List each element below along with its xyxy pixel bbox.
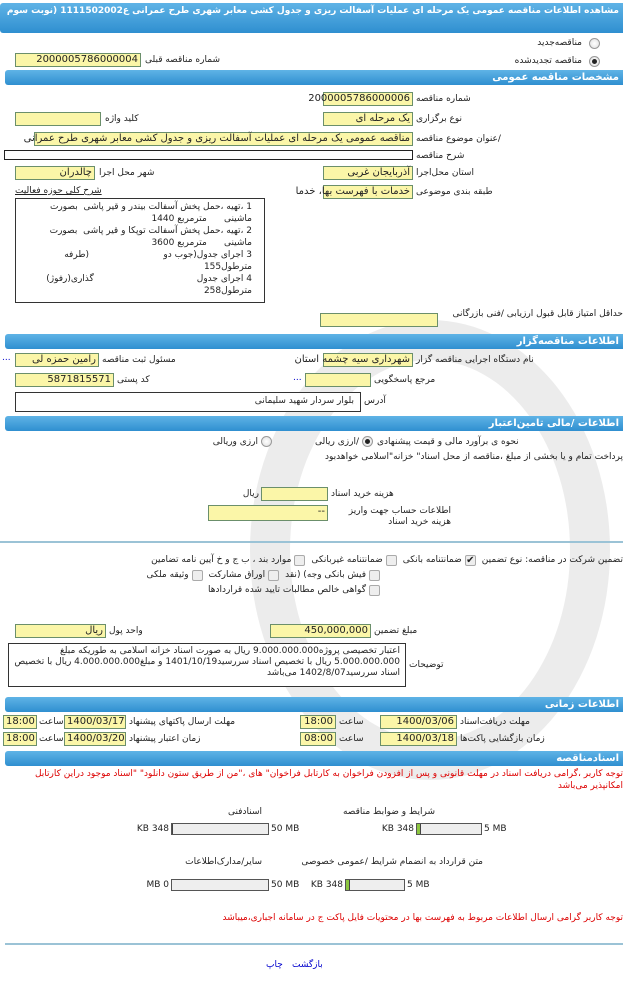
notes-label: توضیحات <box>409 660 444 670</box>
file-max: 5 MB <box>484 824 507 834</box>
doc-cost-label: هزینه خرید اسناد <box>331 489 394 499</box>
address-field[interactable]: بلوار سردار شهید سلیمانی <box>15 392 361 412</box>
postal-code-label: کد پستی <box>117 375 150 385</box>
guarantee-amount-label: مبلغ تضمین <box>374 626 418 636</box>
file-progress-terms <box>416 823 482 835</box>
subject-field[interactable]: مناقصه عمومی یک مرحله ای عملیات آسفالت ریزی و جدول کشی معابر شهری طرح عمرانی <box>34 132 413 146</box>
bank-receipt-label: فیش بانکی وجه) (نقد <box>285 570 366 580</box>
option-property-collateral[interactable] <box>146 568 202 583</box>
time-label: ساعت <box>339 717 364 727</box>
documents-notice: توجه کاربر ،گرامی دریافت اسناد در مهلت قانونی و پس از افزودن فراخوان به کارتابل فراخوان" های ،"من از طریق ستون دانلود" "اسناد موجود دراین <box>63 769 623 779</box>
prev-tender-label: شماره مناقصه قبلی <box>145 55 220 65</box>
organizer-field[interactable]: شهرداری سیه چشمه استان <box>323 353 413 367</box>
province-label: استان محل‌اجرا <box>416 168 474 178</box>
option-regulation-items[interactable] <box>151 553 305 568</box>
file-size: 348 KB <box>310 880 343 890</box>
notes-line: اعتبار تخصیصی پروژه9.000.000.000 ریال به صورت اسناد خزانه اسلامی به طوریکه مبلغ <box>59 646 400 656</box>
documents-notice-block <box>2 768 623 792</box>
organizer-label: نام دستگاه اجرایی مناقصه گزار <box>416 355 534 365</box>
account-label: اطلاعات حساب جهت واریز هزینه خرید اسناد <box>348 506 451 527</box>
guarantee-row-1 <box>0 553 623 568</box>
validity-date-field[interactable]: 1400/03/20 <box>64 732 126 746</box>
registrar-lookup-button[interactable]: ... <box>2 353 11 363</box>
property-collateral-label: وثیقه ملکی <box>146 570 189 580</box>
section-finance-header: اطلاعات /مالی تامین‌اعتبار <box>5 416 623 431</box>
page-title <box>0 3 623 33</box>
notes-field[interactable] <box>8 643 406 687</box>
file-size: 348 KB <box>136 824 169 834</box>
section-timing-header: اطلاعات زمانی <box>5 697 623 712</box>
radio-foreign-rial[interactable] <box>261 436 272 447</box>
file-label-contract: متن قرارداد به انضمام شرایط /عمومی خصوصی <box>301 857 483 867</box>
guarantee-amount-field[interactable]: 450,000,000 <box>270 624 371 638</box>
account-field[interactable]: -- <box>208 505 328 521</box>
payment-note-block <box>200 451 623 463</box>
progress-fill <box>417 824 421 834</box>
time-label: ساعت <box>339 734 364 744</box>
keyword-label: کلید واژه <box>105 114 139 124</box>
address-label: آدرس <box>364 396 386 406</box>
file-progress-contract <box>345 879 405 891</box>
registrar-label: مسئول ثبت مناقصه <box>102 355 176 365</box>
title-line2: سوم <box>6 6 28 16</box>
back-link[interactable]: بازگشت <box>292 960 323 970</box>
section-general-header: مشخصات مناقصه عمومی <box>5 70 623 85</box>
file-label-technical: اسنادفنی <box>227 807 262 817</box>
opening-date-field[interactable]: 1400/03/18 <box>380 732 457 746</box>
estimate-label: نحوه ی برآورد مالی و قیمت پیشنهادی <box>377 437 519 447</box>
file-size: 348 KB <box>381 824 414 834</box>
option-nonbank-guarantee[interactable] <box>311 553 396 568</box>
doc-deadline-time-field[interactable]: 18:00 <box>300 715 336 729</box>
holding-type-field[interactable]: یک مرحله ای <box>323 112 413 126</box>
category-label: طبقه بندی موضوعی <box>416 187 493 197</box>
opening-time-field[interactable]: 08:00 <box>300 732 336 746</box>
section-documents-header: اسنادمناقصه <box>5 751 623 766</box>
file-size: 0 MB <box>146 880 169 890</box>
progress-fill <box>172 824 173 834</box>
guarantee-type-label: تضمین شرکت در مناقصه: نوع تضمین <box>481 555 623 565</box>
foreign-rial-label: ارزی وریالی <box>212 437 258 447</box>
opening-label: زمان بازگشایی پاکت‌ها <box>460 734 545 744</box>
city-field[interactable]: چالدران <box>15 166 95 180</box>
activity-line: 1 ،تهیه ،حمل پخش آسفالت بیندر و قیر پاشی بصورت <box>49 202 252 212</box>
file-max: 50 MB <box>271 880 300 890</box>
regulation-items-label: موارد بند ، ب ج و خ آیین نامه تضامین <box>151 555 292 565</box>
file-progress-other <box>171 879 269 891</box>
option-bank-guarantee[interactable] <box>403 553 476 568</box>
receivables-certificate-label: گواهی خالص مطالبات تایید شده قراردادها <box>208 585 366 595</box>
tender-number-label: شماره مناقصه <box>416 94 471 104</box>
holding-type-label: نوع برگزاری <box>416 114 462 124</box>
rial-label: /ارزی ریالی <box>315 437 359 447</box>
title-line1: مشاهده اطلاعات مناقصه عمومی یک مرحله ای عملیات آسفالت ریزی و جدول کشی معابر شهری طرح عمرانی ع1111502002 (نوبت <box>31 6 619 16</box>
currency-unit-field[interactable]: ریال <box>15 624 106 638</box>
file-max: 50 MB <box>271 824 300 834</box>
reference-label: مرجع پاسخگویی <box>374 375 436 385</box>
registrar-field[interactable]: رامین حمزه لی <box>15 353 99 367</box>
activity-line: ماشینی مترمربع 1440 <box>151 214 252 224</box>
submit-deadline-time-field[interactable]: 18:00 <box>3 715 37 729</box>
radio-rial[interactable] <box>362 436 373 447</box>
section-organizer-header: اطلاعات مناقصه‌گزار <box>5 334 623 349</box>
renewed-tender-label: مناقصه تجدیدشده <box>514 56 582 66</box>
subject-label: /عنوان موضوع مناقصه <box>416 134 501 144</box>
activity-line: 3 اجرای جدول(جوب دو (طرفه <box>64 250 252 260</box>
option-receivables-certificate[interactable] <box>208 583 380 598</box>
doc-cost-field[interactable] <box>261 487 328 501</box>
divider <box>5 943 623 945</box>
description-label: شرح مناقصه <box>416 151 465 161</box>
checkbox-bank-guarantee[interactable]: ✔ <box>466 555 475 566</box>
min-score-field[interactable] <box>320 313 438 327</box>
doc-deadline-label: مهلت دریافت‌اسناد <box>460 717 530 727</box>
divider <box>0 541 623 543</box>
activity-line: ماشینی مترمربع 3600 <box>151 238 252 248</box>
city-label: شهر محل اجرا <box>99 168 155 178</box>
submit-deadline-date-field[interactable]: 1400/03/17 <box>64 715 126 729</box>
province-field[interactable]: آذربایجان غربی <box>323 166 413 180</box>
new-tender-label: مناقصه‌جدید <box>537 38 582 48</box>
option-bank-receipt[interactable] <box>285 568 380 583</box>
checkbox-receivables-certificate[interactable] <box>369 585 380 596</box>
keyword-field[interactable] <box>15 112 101 126</box>
activity-line: 4 اجرای جدول گذاری(رفوژ) <box>46 274 252 284</box>
notes-line: 5.000.000.000 ریال با تخصیص اسناد سررسید1401/10/19 و مبلغ4.000.000.000 ریال با تخصیص <box>14 657 400 667</box>
reference-lookup-button[interactable]: ... <box>293 373 302 383</box>
option-bonds[interactable] <box>209 568 280 583</box>
file-label-other: سایر/مدارک‌اطلاعات <box>185 857 262 867</box>
reference-field[interactable] <box>305 373 371 387</box>
bonds-label: اوراق مشارکت <box>208 570 266 580</box>
prev-tender-number-field[interactable]: 2000005786000004 <box>15 53 141 67</box>
doc-cost-unit: ریال <box>242 489 259 499</box>
time-label: ساعت <box>39 734 64 744</box>
guarantee-row-3 <box>0 583 623 598</box>
checkbox-property-collateral[interactable] <box>192 570 203 581</box>
nonbank-guarantee-label: ضمانتنامه غیربانکی <box>311 555 383 565</box>
checkbox-regulation-items[interactable] <box>294 555 305 566</box>
checkbox-bonds[interactable] <box>268 570 279 581</box>
category-field[interactable]: خدمات با فهرست بها، خدما <box>323 185 413 199</box>
notes-line: اسناد سررسید1402/8/07 می‌باشد <box>266 668 400 678</box>
activity-line: مترطول155 <box>203 262 252 272</box>
time-label: ساعت <box>39 717 64 727</box>
tender-number-field[interactable]: 2000005786000006 <box>323 92 413 106</box>
submit-deadline-label: مهلت ارسال پاکتهای پیشنهاد <box>129 717 236 727</box>
print-link[interactable]: چاپ <box>266 960 283 970</box>
postal-code-field[interactable]: 5871815571 <box>15 373 114 387</box>
file-label-terms: شرایط و ضوابط مناقصه <box>342 807 435 817</box>
documents-notice-cont: کارتابل امکانپذیر می‌باشد <box>34 769 623 791</box>
bank-guarantee-label: ضمانتنامه بانکی <box>402 555 462 565</box>
activity-label: شرح کلی حوزه فعالیت <box>15 186 102 196</box>
radio-renewed-tender[interactable] <box>589 56 600 67</box>
progress-fill <box>346 880 350 890</box>
price-list-warning: توجه کاربر گرامی ارسال اطلاعات مربوط به فهرست بها در محتویات فایل پاکت ج در سامانه اجباری،میباشد <box>222 913 623 923</box>
doc-deadline-date-field[interactable]: 1400/03/06 <box>380 715 457 729</box>
activity-textarea[interactable] <box>15 198 265 303</box>
activity-line: 2 ،تهیه ،حمل پخش آسفالت توپکا و قیر پاشی بصورت <box>49 226 252 236</box>
radio-new-tender[interactable] <box>589 38 600 49</box>
file-progress-technical <box>171 823 269 835</box>
guarantee-row-2 <box>0 568 623 583</box>
payment-note: پرداخت تمام و یا بخشی از مبلغ ،مناقصه از محل اسناد" خزانه"اسلامی <box>361 452 623 462</box>
description-field[interactable] <box>4 150 413 160</box>
min-score-label: حداقل امتیاز قابل قبول ارزیابی /فنی بازرگانی <box>452 309 623 319</box>
activity-line: مترطول258 <box>203 286 252 296</box>
checkbox-bank-receipt[interactable] <box>369 570 380 581</box>
payment-note-cont: خواهد‌بود <box>325 452 359 462</box>
guarantee-options <box>0 553 623 598</box>
validity-time-field[interactable]: 18:00 <box>3 732 37 746</box>
validity-label: زمان اعتبار پیشنهاد <box>129 734 201 744</box>
checkbox-nonbank-guarantee[interactable] <box>386 555 397 566</box>
file-max: 5 MB <box>407 880 430 890</box>
currency-unit-label: واحد پول <box>109 626 143 636</box>
